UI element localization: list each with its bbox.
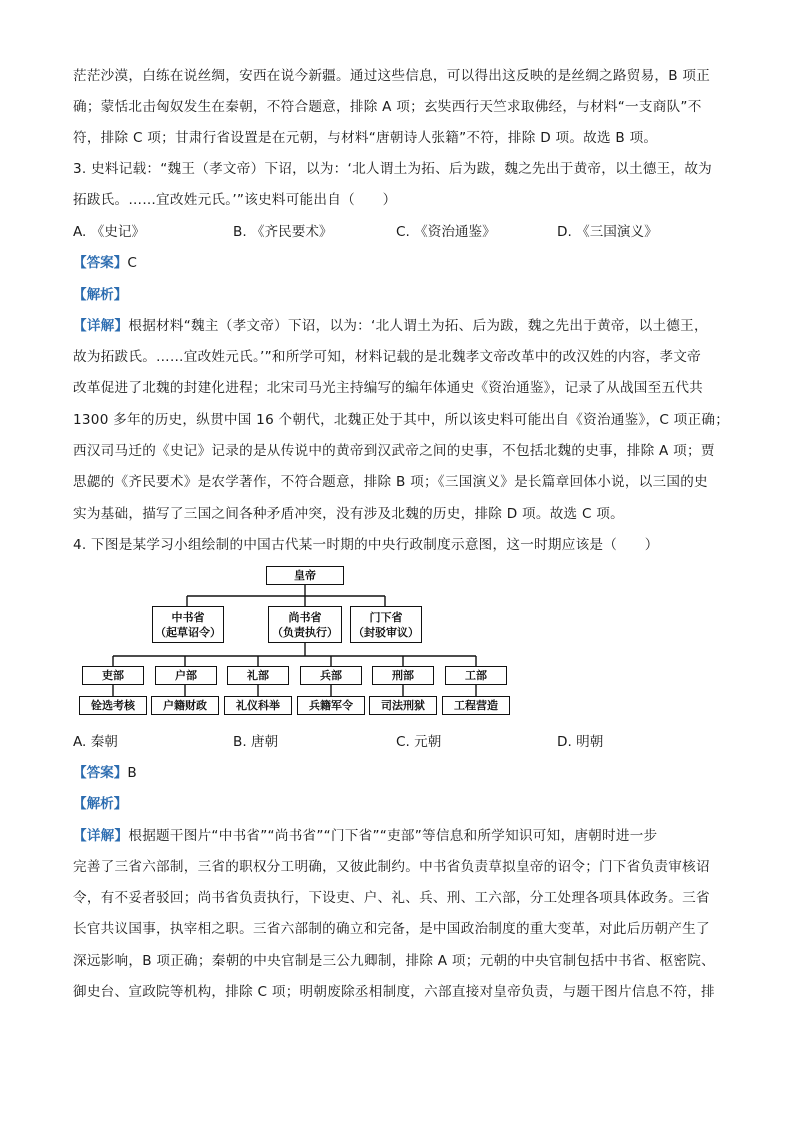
duty-label: 司法刑狱 (381, 699, 425, 712)
q3-analysis-label (73, 285, 127, 305)
analysis-label: 【解析】 (73, 796, 128, 812)
q4-stem: 4. 下图是某学习小组绘制的中国古代某一时期的中央行政制度示意图，这一时期应该是（ ） (73, 537, 659, 553)
ministry-label: 工部 (465, 669, 487, 682)
detail-text: 根据题干图片“中书省”“尚书省”“门下省”“吏部”等信息和所学知识可知，唐朝时进一步 (128, 828, 658, 844)
answer-value: C (127, 255, 137, 271)
q3-detail-line: 故为拓跋氏。……宜改姓元氏。’”和所学可知，材料记载的是北魏孝文帝改革中的改汉姓的内容，孝文帝 (73, 349, 702, 365)
q4-detail-line: 完善了三省六部制，三省的职权分工明确，又彼此制约。中书省负责草拟皇帝的诏令；门下省负责审核诏 (73, 859, 710, 875)
q4-detail-line: 长官共议国事，执宰相之职。三省六部制的确立和完备，是中国政治制度的重大变革，对此后历朝产生了 (73, 921, 710, 937)
shangshu-box (268, 606, 342, 643)
q4-detail-line (73, 826, 657, 846)
q3-option-c: C. 《资治通鉴》 (396, 224, 496, 240)
q4-option-d: D. 明朝 (557, 734, 604, 750)
q4-detail-line: 御史台、宣政院等机构，排除 C 项；明朝废除丞相制度，六部直接对皇帝负责，与题干图片信息不符，排 (73, 984, 715, 1000)
department-role: （负责执行） (272, 626, 338, 639)
text-line: 茫茫沙漠，白练在说丝绸，安西在说今新疆。通过这些信息，可以得出这反映的是丝绸之路贸易，B 项正 (73, 68, 711, 84)
ministry-label: 礼部 (247, 669, 269, 682)
q4-option-a: A. 秦朝 (73, 734, 118, 750)
department-name: 中书省 (171, 611, 205, 624)
q4-option-b: B. 唐朝 (233, 734, 279, 750)
ministry-label: 户部 (175, 669, 197, 682)
q4-detail-line: 令，有不妥者驳回；尚书省负责执行，下设吏、户、礼、兵、刑、工六部，分工处理各项具体政务。三省 (73, 890, 710, 906)
ministry-box-war (300, 666, 362, 685)
detail-text: 根据材料“魏主（孝文帝）下诏，以为：‘北人谓土为拓、后为跋，魏之先出于黄帝，以土德王， (128, 318, 708, 334)
ministry-label: 兵部 (320, 669, 342, 682)
q4-analysis-label (73, 794, 127, 814)
ministry-box-works (445, 666, 507, 685)
detail-label: 【详解】 (73, 318, 129, 334)
ministry-label: 刑部 (392, 669, 414, 682)
text-line: 确；蒙恬北击匈奴发生在秦朝，不符合题意，排除 A 项；玄奘西行天竺求取佛经，与材料“一支商队”不 (73, 99, 702, 115)
q3-answer (73, 253, 137, 273)
q3-stem-line: 拓跋氏。……宜改姓元氏。’”该史料可能出自（ ） (73, 192, 397, 208)
text-line: 符，排除 C 项；甘肃行省设置是在元朝，与材料“唐朝诗人张籍”不符，排除 D 项。故选 B 项。 (73, 130, 658, 146)
q4-option-c: C. 元朝 (396, 734, 442, 750)
ministry-label: 吏部 (102, 669, 124, 682)
duty-label: 铨选考核 (91, 699, 135, 712)
duty-box (442, 696, 510, 715)
q3-detail-line: 思勰的《齐民要术》是农学著作，不符合题意，排除 B 项；《三国演义》是长篇章回体小说，以三国的史 (73, 474, 708, 490)
duty-label: 工程营造 (454, 699, 498, 712)
government-structure-diagram (78, 563, 514, 718)
duty-box (369, 696, 437, 715)
department-name: 尚书省 (288, 611, 322, 624)
q3-option-d: D. 《三国演义》 (557, 224, 658, 240)
emperor-box (266, 566, 344, 585)
q3-detail-line: 改革促进了北魏的封建化进程；北宋司马光主持编写的编年体通史《资治通鉴》，记录了从战国至五代共 (73, 380, 704, 396)
menxia-box (350, 606, 422, 643)
duty-label: 兵籍军令 (309, 699, 353, 712)
ministry-box-personnel (82, 666, 144, 685)
q3-detail-line (73, 316, 708, 336)
q3-detail-line: 西汉司马迁的《史记》记录的是从传说中的黄帝到汉武帝之间的史事，不包括北魏的史事，排除 A 项；贾 (73, 443, 715, 459)
department-name: 门下省 (369, 611, 403, 624)
q3-detail-line: 实为基础，描写了三国之间各种矛盾冲突，没有涉及北魏的历史，排除 D 项。故选 C 项。 (73, 506, 624, 522)
duty-label: 礼仪科举 (236, 699, 280, 712)
q3-option-a: A. 《史记》 (73, 224, 146, 240)
q3-option-b: B. 《齐民要术》 (233, 224, 333, 240)
analysis-label: 【解析】 (73, 287, 128, 303)
answer-value: B (127, 765, 137, 781)
detail-label: 【详解】 (73, 828, 129, 844)
duty-box (297, 696, 365, 715)
zhongshu-box (152, 606, 224, 643)
emperor-label: 皇帝 (294, 569, 316, 582)
duty-label: 户籍财政 (163, 699, 207, 712)
ministry-box-justice (372, 666, 434, 685)
duty-box (224, 696, 292, 715)
q4-detail-line: 深远影响，B 项正确；秦朝的中央官制是三公九卿制，排除 A 项；元朝的中央官制包括中书省、枢密院、 (73, 953, 715, 969)
duty-box (79, 696, 147, 715)
department-role: （起草诏令） (155, 626, 221, 639)
ministry-box-rites (227, 666, 289, 685)
q3-stem-line: 3. 史料记载：“魏王（孝文帝）下诏，以为：‘北人谓土为拓、后为跋，魏之先出于黄帝，以土德王，故为 (73, 161, 713, 177)
q4-answer (73, 763, 137, 783)
ministry-box-revenue (155, 666, 217, 685)
answer-label: 【答案】 (73, 255, 128, 271)
department-role: （封驳审议） (353, 626, 419, 639)
q3-detail-line: 1300 多年的历史，纵贯中国 16 个朝代，北魏正处于其中，所以该史料可能出自《资治通鉴》，C 项正确； (73, 412, 730, 428)
duty-box (151, 696, 219, 715)
answer-label: 【答案】 (73, 765, 128, 781)
